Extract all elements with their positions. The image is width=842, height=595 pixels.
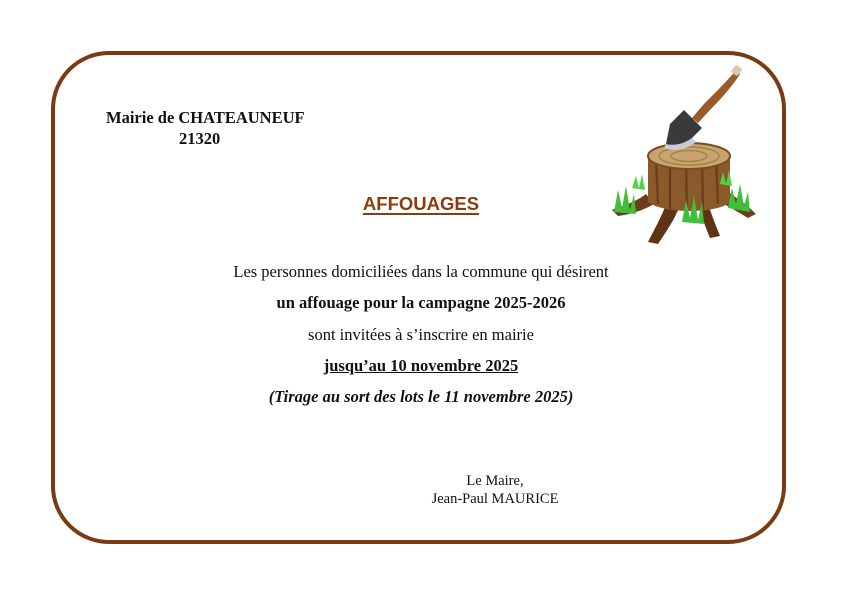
signature-block <box>420 472 570 508</box>
signature-name: Jean-Paul MAURICE <box>431 491 559 507</box>
deadline-line: jusqu’au 10 novembre 2025 <box>323 356 519 375</box>
axe-in-tree-stump-icon <box>608 64 760 248</box>
notice-title: AFFOUAGES <box>362 193 480 214</box>
notice-line-1: Les personnes domiciliées dans la commune qui désirent <box>233 262 609 281</box>
header <box>106 107 305 149</box>
notice-line-3: sont invitées à s’inscrire en mairie <box>308 325 534 344</box>
notice-line-2: un affouage pour la campagne 2025-2026 <box>276 293 566 312</box>
signature-role: Le Maire, <box>466 473 524 489</box>
postal-code: 21320 <box>179 129 221 148</box>
draw-note: (Tirage au sort des lots le 11 novembre 2025) <box>268 387 574 406</box>
organization-name: Mairie de CHATEAUNEUF <box>106 108 305 127</box>
